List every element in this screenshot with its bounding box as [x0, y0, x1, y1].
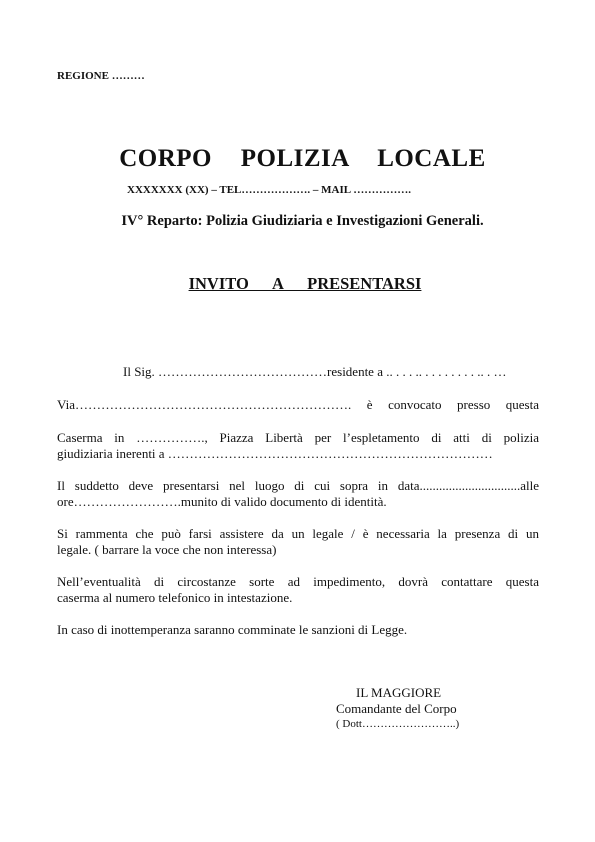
invite-line-location: Caserma in ……………., Piazza Libertà per l’espletamento di atti di polizia	[57, 430, 539, 445]
legal-assistance-note: legale. ( barrare la voce che non interessa)	[57, 542, 277, 557]
invite-line-name: Il Sig. …………………………………residente a .. . . . .. . . . . . . . . .. . …	[123, 364, 507, 379]
sanctions-line: In caso di inottemperanza saranno comminate le sanzioni di Legge.	[57, 622, 408, 637]
invite-line-address: Via………………………………………………………. è convocato presso questa	[57, 397, 539, 412]
region-label: REGIONE ………	[57, 70, 145, 82]
signature-rank: IL MAGGIORE	[356, 685, 442, 700]
signature-role: Comandante del Corpo	[336, 701, 457, 716]
legal-assistance-line: Si rammenta che può farsi assistere da un legale / è necessaria la presenza di un	[57, 526, 539, 541]
department-heading: IV° Reparto: Polizia Giudiziaria e Investigazioni Generali.	[121, 213, 484, 229]
invite-line-purpose: giudiziaria inerenti a …………………………………………………………………	[57, 446, 493, 461]
impediment-line: Nell’eventualità di circostanze sorte ad impedimento, dovrà contattare questa	[57, 574, 539, 589]
impediment-contact-line: caserma al numero telefonico in intestazione.	[57, 590, 293, 605]
contact-line: XXXXXXX (XX) – TEL………………. – MAIL …………….	[127, 184, 411, 196]
signature-name-line: ( Dott……………………..)	[336, 718, 460, 730]
invite-line-date: Il suddetto deve presentarsi nel luogo di cui sopra in data...............................alle	[57, 478, 539, 493]
document-title: INVITO A PRESENTARSI	[188, 274, 422, 293]
corps-name-heading: CORPO POLIZIA LOCALE	[119, 145, 486, 172]
invite-line-time: ore…………………….munito di valido documento di identità.	[57, 494, 387, 509]
